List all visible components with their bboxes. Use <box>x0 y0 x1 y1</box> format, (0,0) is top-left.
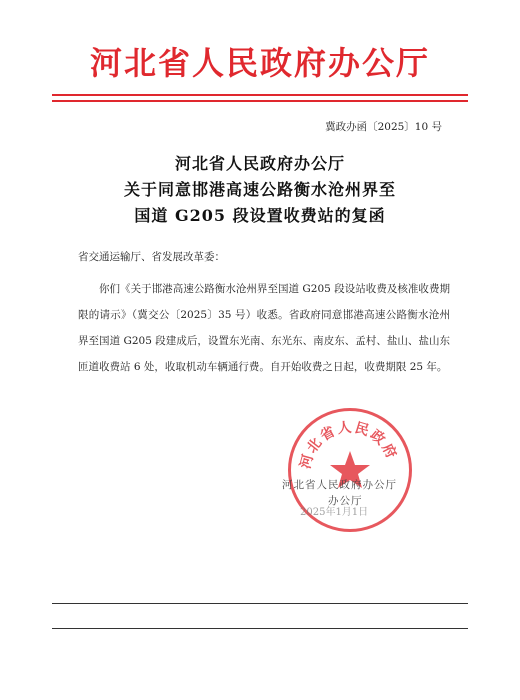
footer-rule-2 <box>52 628 468 629</box>
footer-rule-1 <box>52 603 468 604</box>
svg-text:河北省人民政府: 河北省人民政府 <box>297 419 400 471</box>
body-paragraph: 你们《关于邯港高速公路衡水沧州界至国道 G205 段设站收费及核准收费期限的请示》（冀交公〔2025〕35 号）收悉。省政府同意邯港高速公路衡水沧州界至国道 G205 段建成后，设置东光南、东光东、南皮东、孟村、盐山、盐山东匝道收费站 6 处，收取机动车辆通行费。自开始收费之日起，收费期限 25 年。 <box>78 283 450 373</box>
title-line-2: 关于同意邯港高速公路衡水沧州界至 <box>123 180 396 199</box>
signing-date: 2025年1月1日 <box>300 507 369 518</box>
addressee: 省交通运输厅、省发展改革委： <box>78 251 225 263</box>
signer-line-2: 办公厅 <box>328 495 363 507</box>
masthead-title: 河北省人民政府办公厅 <box>89 44 430 82</box>
masthead-rule-2 <box>52 100 468 102</box>
document-number: 冀政办函〔2025〕10 号 <box>325 121 442 133</box>
masthead-rule-1 <box>52 94 468 96</box>
title-line-3: 国道 G205 段设置收费站的复函 <box>134 206 386 225</box>
title-line-1: 河北省人民政府办公厅 <box>174 154 345 173</box>
signer-line-1: 河北省人民政府办公厅 <box>282 479 397 491</box>
